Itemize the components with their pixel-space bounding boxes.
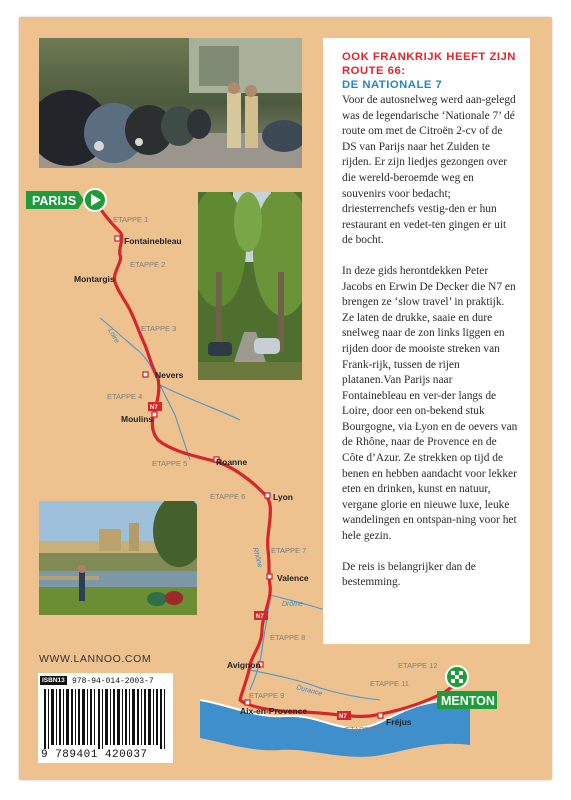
label-frejus: Fréjus — [386, 717, 412, 727]
end-marker-menton — [437, 666, 497, 709]
label-loire: Loire — [106, 327, 121, 345]
dot-frejus — [378, 713, 383, 718]
dot-aix — [245, 700, 250, 705]
dot-lyon — [265, 493, 270, 498]
label-drome: Drôme — [282, 601, 304, 608]
svg-text:ETAPPE 8: ETAPPE 8 — [270, 633, 306, 642]
label-durance: Durance — [295, 684, 323, 698]
svg-text:ETAPPE 10: ETAPPE 10 — [345, 725, 385, 734]
label-moulins: Moulins — [121, 414, 154, 424]
svg-text:ETAPPE 4: ETAPPE 4 — [107, 392, 143, 401]
svg-text:N7: N7 — [150, 405, 158, 411]
isbn-number: 978-94-014-2003-7 — [72, 677, 154, 686]
publisher-website[interactable]: WWW.LANNOO.COM — [39, 653, 152, 665]
svg-text:ETAPPE 1: ETAPPE 1 — [113, 215, 149, 224]
svg-text:ETAPPE 11: ETAPPE 11 — [370, 679, 409, 688]
paragraph-guide: In deze gids herontdekken Peter Jacobs en Erwin De Decker die N7 en brengen ze ‘slow travel’ in praktijk. Ze laten de drukke, saaie en dure snelweg naar de zon links liggen en rijden door de mooiste streken van Frank-rijk, tussen de rijen platanen.Van Parijs naar Fontainebleau en ver-der langs de Loire, door een on-bekend stuk Bourgogne, via Lyon en de oevers van de Rhône, naar de Provence en de Côte d’Azur. Ze strekken op tijd de benen en hebben aandacht voor lekker eten en drinken, kunst en natuur, vergane glorie en nieuwe luxe, leuke wandelingen en ontspan-ning voor het hele gezin. — [342, 264, 518, 543]
label-rhone: Rhône — [251, 546, 264, 569]
svg-text:MENTON: MENTON — [441, 694, 495, 708]
label-aix: Aix-en-Provence — [240, 706, 308, 716]
n7-shield-1 — [148, 402, 162, 411]
dot-nevers — [143, 372, 148, 377]
barcode-number: 9 789401 420037 — [41, 749, 148, 761]
dot-fontainebleau — [115, 236, 120, 241]
label-roanne: Roanne — [216, 457, 248, 467]
isbn-label: ISBN13 — [42, 677, 65, 684]
svg-text:PARIJS: PARIJS — [32, 194, 77, 208]
label-valence: Valence — [277, 573, 309, 583]
svg-text:ETAPPE 12: ETAPPE 12 — [398, 661, 438, 670]
paragraph-closing: De reis is belangrijker dan de bestemming. — [342, 560, 476, 589]
isbn-barcode — [38, 673, 173, 763]
svg-text:ETAPPE 6: ETAPPE 6 — [210, 492, 246, 501]
label-fontainebleau: Fontainebleau — [124, 236, 182, 246]
svg-text:ETAPPE 3: ETAPPE 3 — [141, 324, 177, 333]
dot-valence — [267, 574, 272, 579]
label-avignon: Avignon — [227, 660, 261, 670]
svg-text:ETAPPE 2: ETAPPE 2 — [130, 260, 166, 269]
svg-text:N7: N7 — [256, 614, 264, 620]
start-marker-parijs — [26, 189, 106, 211]
svg-text:ETAPPE 5: ETAPPE 5 — [152, 459, 188, 468]
label-lyon: Lyon — [273, 492, 293, 502]
heading-nationale7: DE NATIONALE 7 — [342, 79, 443, 91]
label-montargis: Montargis — [74, 274, 115, 284]
paragraph-intro: Voor de autosnelweg werd aan-gelegd was de legendarische ‘Nationale 7’ dé route om met de Citroën 2-cv of de DS van Parijs naar het Zuiden te rijden. Er zijn liedjes gezongen over die wereld-beroemde weg en souvenirs voor bedacht; driesterrenchefs vestig-den er hun restaurant en vedet-ten gingen er uit de bocht. — [342, 94, 516, 247]
svg-text:ETAPPE 7: ETAPPE 7 — [271, 546, 307, 555]
svg-text:ETAPPE 9: ETAPPE 9 — [249, 691, 285, 700]
label-nevers: Nevers — [155, 370, 184, 380]
description-box — [323, 38, 530, 644]
n7-shield-3 — [337, 711, 351, 720]
heading-route66: OOK FRANKRIJK HEEFT ZIJN ROUTE 66: — [342, 51, 516, 77]
svg-text:N7: N7 — [339, 714, 347, 720]
n7-shield-2 — [254, 611, 268, 620]
